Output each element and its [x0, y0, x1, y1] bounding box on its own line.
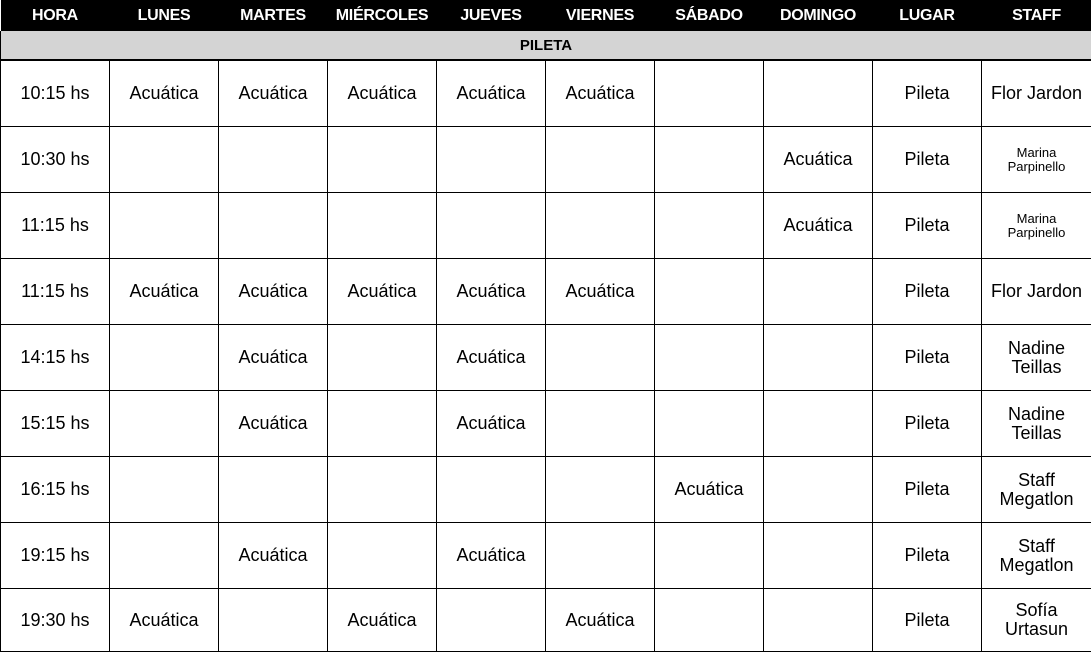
staff-name-line: Flor Jardon: [990, 281, 1083, 301]
column-header-hora: HORA: [1, 0, 110, 31]
class-cell-lunes: [110, 193, 219, 259]
class-cell-lunes: [110, 523, 219, 589]
lugar-cell: Pileta: [873, 325, 982, 391]
class-cell-jueves: [437, 457, 546, 523]
lugar-cell: Pileta: [873, 457, 982, 523]
class-cell-sabado: [655, 259, 764, 325]
class-cell-miercoles: [328, 391, 437, 457]
class-cell-domingo: [764, 523, 873, 589]
class-cell-domingo: [764, 325, 873, 391]
class-cell-martes: [219, 589, 328, 652]
staff-cell: [982, 457, 1091, 523]
lugar-cell: Pileta: [873, 589, 982, 652]
class-cell-sabado: [655, 391, 764, 457]
schedule-row: [1, 325, 1091, 391]
class-cell-viernes: Acuática: [546, 60, 655, 127]
class-cell-jueves: Acuática: [437, 391, 546, 457]
schedule-row: [1, 127, 1091, 193]
lugar-cell: Pileta: [873, 391, 982, 457]
class-cell-miercoles: [328, 523, 437, 589]
staff-name-line: Parpinello: [1007, 224, 1066, 240]
class-cell-viernes: [546, 325, 655, 391]
staff-name-line: Staff: [1018, 469, 1055, 490]
staff-name-line: Sofía: [1015, 600, 1058, 620]
staff-cell: [982, 589, 1091, 652]
class-cell-martes: Acuática: [219, 259, 328, 325]
staff-cell: [982, 60, 1091, 127]
class-cell-miercoles: [328, 457, 437, 523]
staff-name-line: Nadine: [1007, 337, 1066, 358]
column-header-miercoles: MIÉRCOLES: [328, 0, 437, 31]
class-cell-martes: [219, 457, 328, 523]
header-row: [1, 0, 1091, 31]
class-cell-jueves: [437, 589, 546, 652]
staff-name-line: Parpinello: [1007, 158, 1066, 174]
lugar-cell: Pileta: [873, 523, 982, 589]
class-cell-sabado: [655, 127, 764, 193]
class-cell-sabado: [655, 60, 764, 127]
lugar-cell: Pileta: [873, 127, 982, 193]
class-cell-lunes: Acuática: [110, 60, 219, 127]
class-cell-sabado: [655, 193, 764, 259]
column-header-martes: MARTES: [219, 0, 328, 31]
schedule-row: [1, 60, 1091, 127]
staff-cell: [982, 259, 1091, 325]
class-cell-miercoles: Acuática: [328, 589, 437, 652]
hora-cell: 10:15 hs: [1, 60, 110, 127]
staff-cell: [982, 523, 1091, 589]
class-cell-martes: Acuática: [219, 391, 328, 457]
class-cell-viernes: [546, 193, 655, 259]
class-cell-miercoles: [328, 193, 437, 259]
class-cell-viernes: [546, 127, 655, 193]
column-header-lugar: LUGAR: [873, 0, 982, 31]
staff-name-line: Teillas: [1011, 422, 1062, 443]
lugar-cell: Pileta: [873, 193, 982, 259]
staff-name-line: Flor Jardon: [990, 83, 1083, 103]
staff-name-line: Megatlon: [999, 488, 1074, 509]
hora-cell: 11:15 hs: [1, 259, 110, 325]
class-cell-lunes: Acuática: [110, 589, 219, 652]
hora-cell: 14:15 hs: [1, 325, 110, 391]
class-cell-viernes: [546, 523, 655, 589]
class-cell-domingo: [764, 589, 873, 652]
class-cell-miercoles: Acuática: [328, 259, 437, 325]
staff-name-line: Marina: [1016, 144, 1057, 160]
schedule-row: [1, 589, 1091, 652]
schedule-row: [1, 259, 1091, 325]
staff-name-line: Teillas: [1011, 356, 1062, 377]
staff-name-line: Urtasun: [1004, 619, 1069, 639]
class-cell-jueves: [437, 127, 546, 193]
class-cell-martes: Acuática: [219, 60, 328, 127]
staff-name-line: Nadine: [1007, 403, 1066, 424]
class-cell-lunes: Acuática: [110, 259, 219, 325]
staff-name-line: Megatlon: [999, 554, 1074, 575]
staff-cell: [982, 193, 1091, 259]
column-header-domingo: DOMINGO: [764, 0, 873, 31]
section-title: PILETA: [1, 31, 1091, 60]
staff-name-line: Staff: [1018, 535, 1055, 556]
hora-cell: 19:15 hs: [1, 523, 110, 589]
schedule-row: [1, 457, 1091, 523]
class-cell-jueves: [437, 193, 546, 259]
schedule-row: [1, 193, 1091, 259]
class-cell-martes: [219, 193, 328, 259]
class-cell-domingo: Acuática: [764, 193, 873, 259]
class-cell-domingo: [764, 60, 873, 127]
class-cell-sabado: [655, 523, 764, 589]
class-cell-sabado: [655, 589, 764, 652]
class-cell-jueves: Acuática: [437, 259, 546, 325]
schedule-row: [1, 391, 1091, 457]
class-cell-lunes: [110, 325, 219, 391]
schedule-row: [1, 523, 1091, 589]
class-cell-martes: [219, 127, 328, 193]
class-cell-viernes: Acuática: [546, 589, 655, 652]
class-cell-jueves: Acuática: [437, 523, 546, 589]
column-header-sabado: SÁBADO: [655, 0, 764, 31]
class-cell-domingo: [764, 391, 873, 457]
class-cell-domingo: Acuática: [764, 127, 873, 193]
hora-cell: 10:30 hs: [1, 127, 110, 193]
hora-cell: 19:30 hs: [1, 589, 110, 652]
staff-cell: [982, 127, 1091, 193]
class-cell-domingo: [764, 457, 873, 523]
column-header-lunes: LUNES: [110, 0, 219, 31]
class-cell-viernes: [546, 391, 655, 457]
class-cell-lunes: [110, 127, 219, 193]
class-cell-lunes: [110, 391, 219, 457]
class-cell-miercoles: [328, 325, 437, 391]
class-cell-sabado: [655, 325, 764, 391]
class-cell-jueves: Acuática: [437, 60, 546, 127]
class-cell-martes: Acuática: [219, 325, 328, 391]
class-cell-sabado: Acuática: [655, 457, 764, 523]
staff-name-line: Marina: [1016, 210, 1057, 226]
class-cell-viernes: Acuática: [546, 259, 655, 325]
staff-cell: [982, 325, 1091, 391]
column-header-jueves: JUEVES: [437, 0, 546, 31]
column-header-viernes: VIERNES: [546, 0, 655, 31]
column-header-staff: STAFF: [982, 0, 1091, 31]
hora-cell: 15:15 hs: [1, 391, 110, 457]
section-row: [1, 31, 1091, 60]
schedule-body: [1, 31, 1091, 652]
class-cell-jueves: Acuática: [437, 325, 546, 391]
class-cell-domingo: [764, 259, 873, 325]
staff-cell: [982, 391, 1091, 457]
class-cell-martes: Acuática: [219, 523, 328, 589]
hora-cell: 11:15 hs: [1, 193, 110, 259]
class-cell-miercoles: Acuática: [328, 60, 437, 127]
class-cell-miercoles: [328, 127, 437, 193]
class-cell-viernes: [546, 457, 655, 523]
lugar-cell: Pileta: [873, 259, 982, 325]
class-cell-lunes: [110, 457, 219, 523]
lugar-cell: Pileta: [873, 60, 982, 127]
hora-cell: 16:15 hs: [1, 457, 110, 523]
